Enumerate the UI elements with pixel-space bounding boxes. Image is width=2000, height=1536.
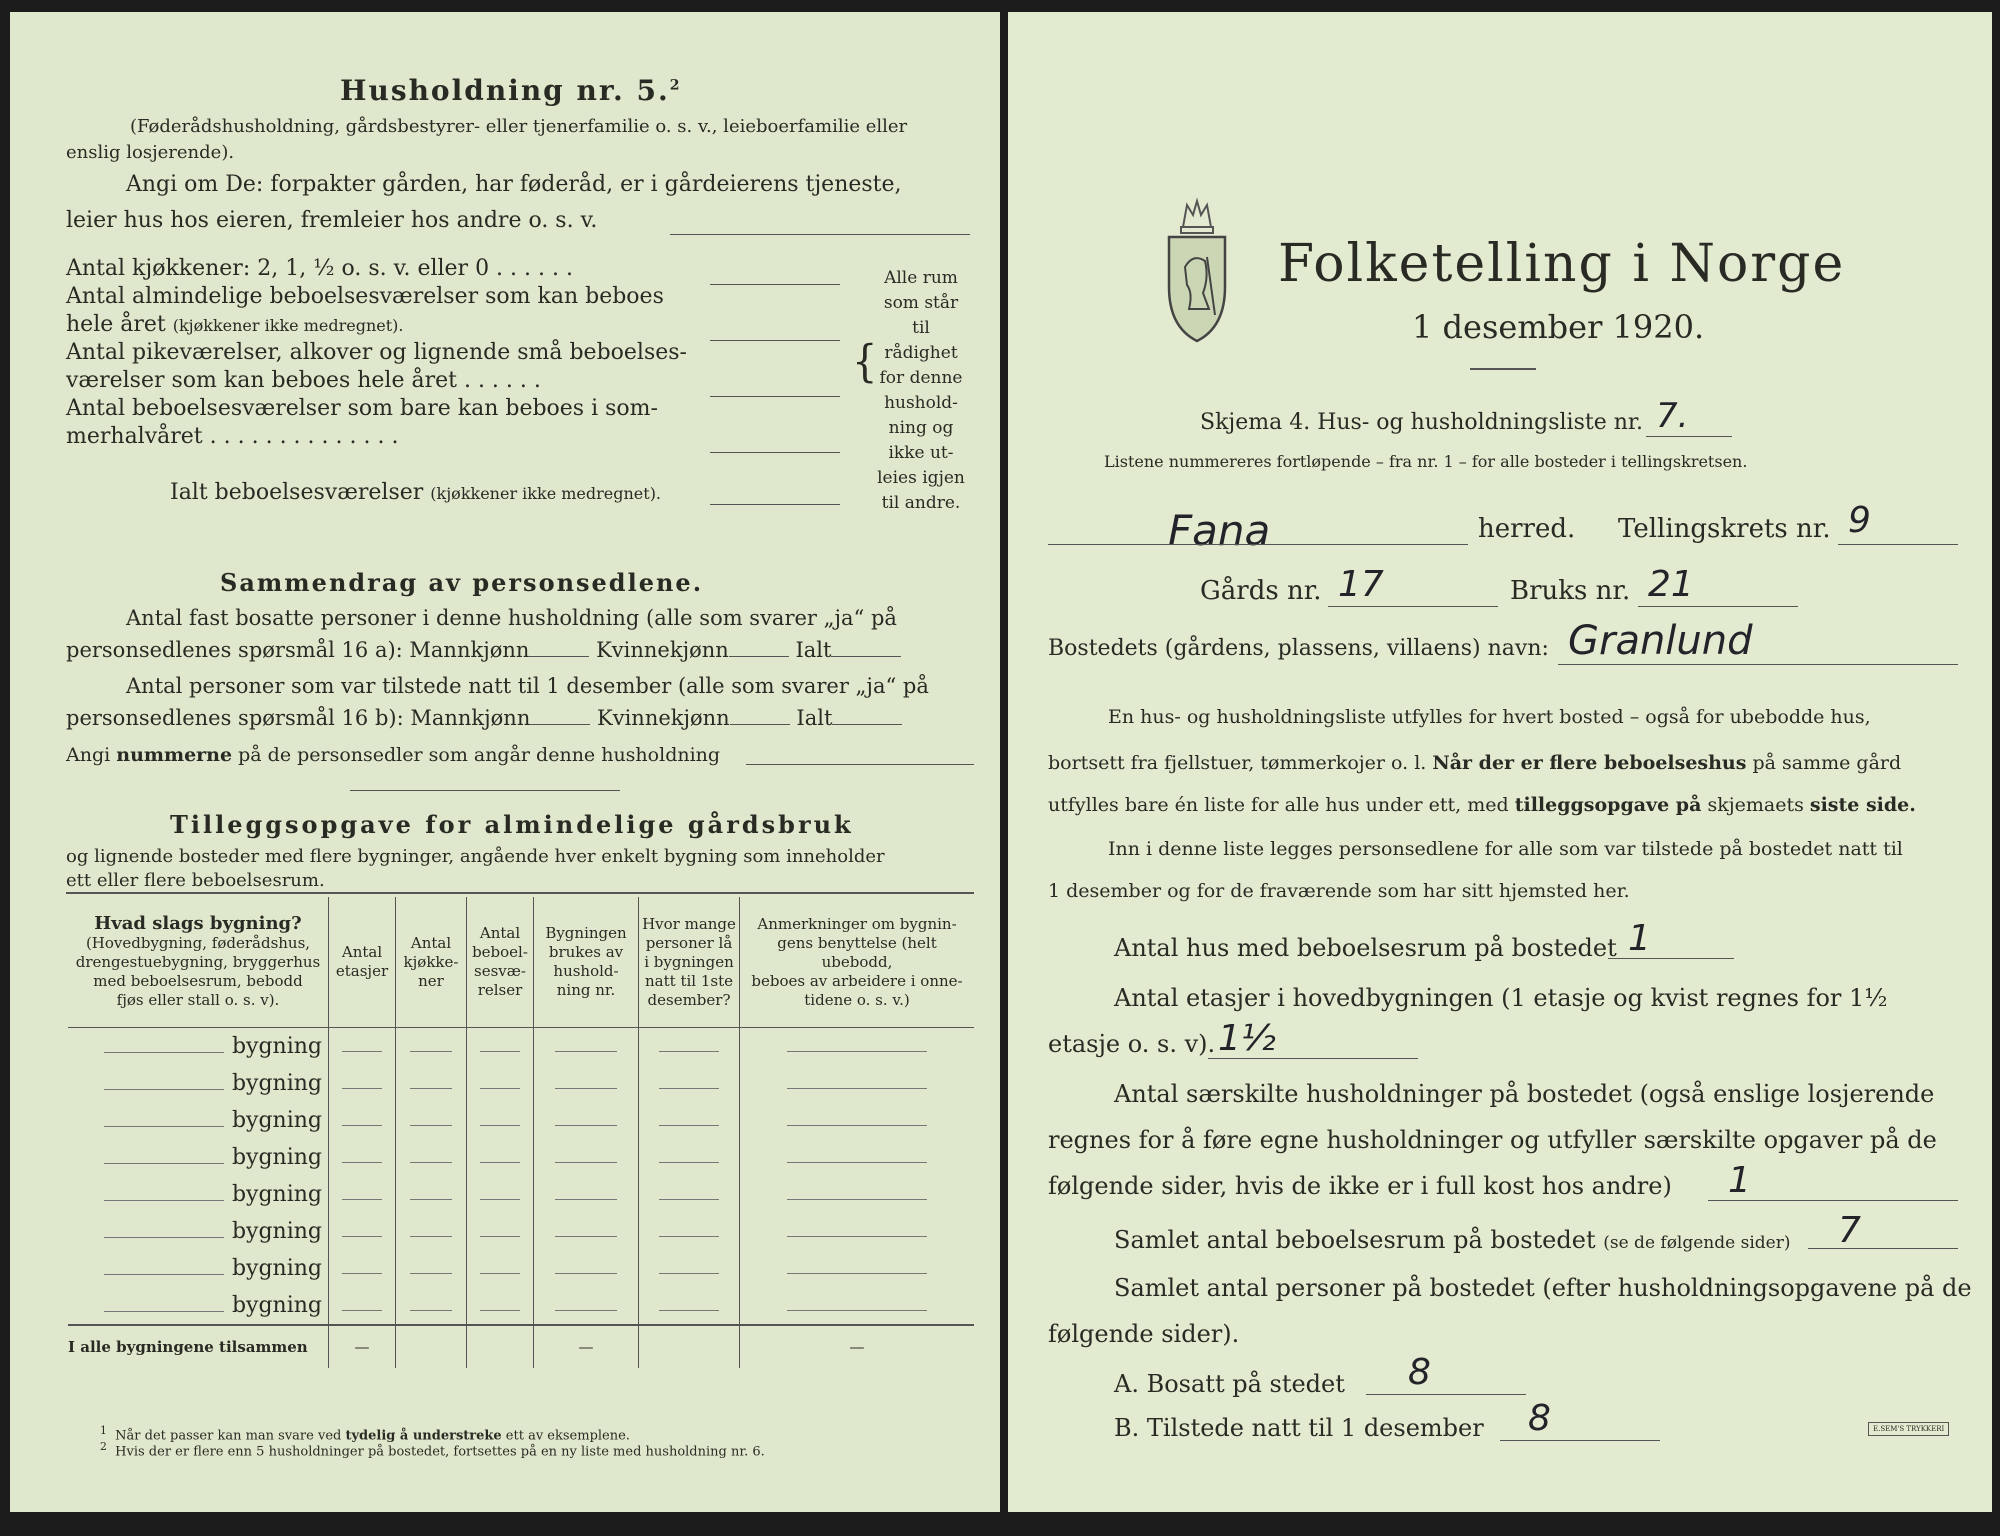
census-date: 1 desember 1920. (1412, 308, 1705, 346)
rooms-kjokken: Antal kjøkkener: 2, 1, ½ o. s. v. eller 0 . . . . . . (66, 256, 573, 281)
husholdninger-value: 1 (1728, 1160, 1751, 1201)
rooms-sommer-2: merhalvåret . . . . . . . . . . . . . . (66, 424, 399, 449)
building-table-header (68, 897, 974, 1028)
building-cell (396, 1102, 467, 1139)
rooms-pike-2: værelser som kan beboes hele året . . . . . . (66, 368, 541, 393)
building-cell (467, 1065, 534, 1102)
col-etasjer: Antal etasjer (329, 897, 396, 1028)
bruks-value: 21 (1648, 564, 1694, 605)
building-cell (396, 1065, 467, 1102)
tellingskrets-value: 9 (1848, 500, 1871, 541)
husholdninger-label-2: regnes for å føre egne husholdninger og utfyller særskilte opgaver på de (1048, 1126, 1937, 1154)
etasjer-label-2: etasje o. s. v). (1048, 1030, 1216, 1058)
left-page: Husholdning nr. 5.$^2$ (Føderådshusholdning, gårdsbestyrer- eller tjenerfamilie o. s. v., leieboerfamilie eller enslig losjerende). Angi om De: forpakter gården, har føderåd, er i gårdeierens tjeneste, leier hus hos eieren, fremleier hos andre o. s. v. Antal kjøkkener: 2, 1, ½ o. s. v. eller 0 . . . . . . Antal almindelige beboelsesværelser som kan beboes hele året (kjøkkener ikke medregnet). Antal pikeværelser, alkover og lignende små beboelses- værelser som kan beboes hele året . . . . . . Antal beboelsesværelser som bare kan beboes i som- merhalvåret . . . . . . . . . . . . . . Ialt beboelsesværelser (kjøkkener ikke medregnet). { Alle rum som står til rådighet for denne hushold- ning og ikke ut- leies igjen til andre. Sammendrag av personsedlene. Antal fast bosatte personer i denne husholdning (alle som svarer „ja“ på personsedlenes spørsmål 16 a): Mannkjønn Kvinnekjønn Ialt Antal personer som var tilstede natt til 1 desember (alle som svarer „ja“ på personsedlenes spørsmål 16 b): Mannkjønn Kvinnekjønn Ialt Angi nummerne på de personsedler som angår denne husholdning Tilleggsopgave for almindelige gårdsbruk og lignende bosteder med flere bygninger, angående hver enkelt bygning som inneholder ett eller flere beboelsesrum. Hvad slags bygning? (Hovedbygning, føderådshus, drengestuebygning, bryggerhus med beboelsesrum, bebodd fjøs eller stall o. s. v). Antal etasjer Antal kjøkke- ner Antal beboel- sesvæ- relser Bygningen brukes av hushold- ning nr. Hvor mange personer lå i bygningen natt til 1ste desember? Anmerkninger om bygnin- gens benyttelse (helt ubebodd, beboes av arbeidere i onne- tidene o. s. v.) bygning bygning bygning bygning bygning bygning bygning bygning I alle bygningene tilsammen — — — $^1$ Når det passer kan man svare ved tydelig å understreke ett av eksemplene. $^2$ Hvis der er flere enn 5 husholdninger på bostedet, fortsettes på en ny liste med husholdning nr. 6. (10, 12, 1000, 1512)
bosatt-value: 8 (1408, 1352, 1431, 1393)
instr-4: Inn i denne liste legges personsedlene for alle som var tilstede på bostedet natt til (1108, 838, 1903, 860)
household-title: Husholdning nr. 5.$^2$ (340, 74, 682, 107)
total-label: I alle bygningene tilsammen (68, 1325, 329, 1368)
building-cell (534, 1213, 639, 1250)
building-row-label: bygning (68, 1213, 329, 1250)
bosted-value: Granlund (1568, 618, 1753, 664)
building-cell (639, 1028, 740, 1066)
side-note: Alle rum som står til rådighet for denne hushold- ning og ikke ut- leies igjen til andre. (877, 268, 965, 513)
building-cell (329, 1028, 396, 1066)
building-row-label: bygning (68, 1287, 329, 1325)
building-table (68, 897, 974, 1368)
building-cell (329, 1102, 396, 1139)
gards-value: 17 (1338, 564, 1384, 605)
sammendrag-4: personsedlenes spørsmål 16 b): Mannkjønn Kvinnekjønn Ialt (66, 706, 902, 730)
samlet-pers-label-2: følgende sider). (1048, 1320, 1240, 1348)
building-cell (396, 1213, 467, 1250)
building-cell (639, 1176, 740, 1213)
building-cell (467, 1287, 534, 1325)
bruks-label: Bruks nr. (1510, 576, 1631, 606)
angi-nummer: Angi nummerne på de personsedler som angår denne husholdning (66, 744, 721, 766)
rooms-line-3 (710, 396, 840, 397)
household-intro-1: (Føderådshusholdning, gårdsbestyrer- eller tjenerfamilie o. s. v., leieboerfamilie eller (130, 116, 908, 137)
building-cell (329, 1287, 396, 1325)
building-cell (740, 1028, 975, 1066)
footnote-1: $^1$ Når det passer kan man svare ved tydelig å understreke ett av eksemplene. (100, 1424, 630, 1444)
rooms-alm-1: Antal almindelige beboelsesværelser som kan beboes (66, 284, 664, 309)
rooms-pike-1: Antal pikeværelser, alkover og lignende små beboelses- (66, 340, 687, 365)
angi-1: Angi om De: forpakter gården, har føderåd, er i gårdeierens tjeneste, (126, 172, 902, 197)
building-cell (740, 1139, 975, 1176)
herred-value: Fana (1168, 506, 1271, 555)
tillegg-title: Tilleggsopgave for almindelige gårdsbruk (170, 810, 854, 839)
instr-2: bortsett fra fjellstuer, tømmerkojer o. l. Når der er flere beboelseshus på samme gård (1048, 752, 1902, 774)
building-row-label: bygning (68, 1176, 329, 1213)
skjema-nr: 7. (1656, 396, 1689, 436)
building-cell (467, 1250, 534, 1287)
antal-hus-value: 1 (1628, 918, 1651, 959)
building-cell (329, 1176, 396, 1213)
sammendrag-1: Antal fast bosatte personer i denne husholdning (alle som svarer „ja“ på (126, 606, 897, 630)
rooms-line-4 (710, 452, 840, 453)
etasjer-label-1: Antal etasjer i hovedbygningen (1 etasje og kvist regnes for 1½ (1114, 984, 1888, 1012)
census-title: Folketelling i Norge (1278, 234, 1846, 294)
building-cell (534, 1065, 639, 1102)
building-cell (740, 1250, 975, 1287)
herred-label: herred. (1478, 514, 1576, 544)
col-beboelsesvaerelser: Antal beboel- sesvæ- relser (467, 897, 534, 1028)
building-row-label: bygning (68, 1250, 329, 1287)
tellingskrets-label: Tellingskrets nr. (1618, 514, 1831, 544)
building-cell (534, 1250, 639, 1287)
col-personer: Hvor mange personer lå i bygningen natt til 1ste desember? (639, 897, 740, 1028)
building-row (68, 1213, 974, 1250)
building-row (68, 1102, 974, 1139)
samlet-rum-label: Samlet antal beboelsesrum på bostedet (se de følgende sider) (1114, 1226, 1791, 1254)
building-cell (639, 1250, 740, 1287)
right-page (1008, 12, 1992, 1512)
building-cell (639, 1287, 740, 1325)
ialt-rooms-line (710, 504, 840, 505)
building-row (68, 1065, 974, 1102)
building-cell (740, 1176, 975, 1213)
building-row (68, 1250, 974, 1287)
tilstede-value: 8 (1528, 1398, 1551, 1439)
building-cell (740, 1102, 975, 1139)
rooms-sommer-1: Antal beboelsesværelser som bare kan beboes i som- (66, 396, 658, 421)
instr-3: utfylles bare én liste for alle hus under ett, med tilleggsopgave på skjemaets siste side. (1048, 794, 1916, 816)
total-row: I alle bygningene tilsammen — — — (68, 1325, 974, 1368)
building-cell (467, 1139, 534, 1176)
building-cell (467, 1028, 534, 1066)
etasjer-value: 1½ (1218, 1018, 1276, 1059)
building-row (68, 1028, 974, 1066)
samlet-rum-value: 7 (1838, 1210, 1861, 1251)
antal-hus-label: Antal hus med beboelsesrum på bostedet (1114, 934, 1617, 962)
angi-answer-line (670, 234, 970, 235)
building-cell (639, 1213, 740, 1250)
printer-stamp: E.SEM'S TRYKKERI (1868, 1422, 1949, 1436)
building-cell (740, 1287, 975, 1325)
rooms-alm-2: hele året (kjøkkener ikke medregnet). (66, 312, 404, 337)
tillegg-text-1: og lignende bosteder med flere bygninger, angående hver enkelt bygning som inneholder (66, 846, 885, 867)
tilstede-label: B. Tilstede natt til 1 desember (1114, 1414, 1484, 1442)
husholdninger-label-3: følgende sider, hvis de ikke er i full kost hos andre) (1048, 1172, 1672, 1200)
building-row (68, 1139, 974, 1176)
listene-text: Listene nummereres fortløpende – fra nr. 1 – for alle bosteder i tellingskretsen. (1104, 452, 1748, 471)
building-cell (534, 1287, 639, 1325)
bosted-label: Bostedets (gårdens, plassens, villaens) navn: (1048, 636, 1549, 661)
building-cell (396, 1250, 467, 1287)
gards-label: Gårds nr. (1200, 576, 1322, 606)
ialt-rooms: Ialt beboelsesværelser (kjøkkener ikke medregnet). (170, 480, 662, 505)
building-cell (534, 1028, 639, 1066)
building-row-label: bygning (68, 1102, 329, 1139)
building-cell (467, 1213, 534, 1250)
building-cell (396, 1139, 467, 1176)
tillegg-text-2: ett eller flere beboelsesrum. (66, 870, 325, 891)
husholdninger-label-1: Antal særskilte husholdninger på bostedet (også enslige losjerende (1114, 1080, 1935, 1108)
bosatt-label: A. Bosatt på stedet (1114, 1370, 1345, 1398)
sammendrag-title: Sammendrag av personsedlene. (220, 568, 704, 597)
col-kjokkener: Antal kjøkke- ner (396, 897, 467, 1028)
building-cell (329, 1065, 396, 1102)
col-husholdning: Bygningen brukes av hushold- ning nr. (534, 897, 639, 1028)
building-row-label: bygning (68, 1028, 329, 1066)
building-cell (329, 1250, 396, 1287)
rooms-line-2 (710, 340, 840, 341)
building-cell (740, 1213, 975, 1250)
household-intro-2: enslig losjerende). (66, 142, 235, 163)
samlet-pers-label-1: Samlet antal personer på bostedet (efter husholdningsopgavene på de (1114, 1274, 1972, 1302)
angi-2: leier hus hos eieren, fremleier hos andre o. s. v. (66, 208, 598, 233)
col-anmerkninger: Anmerkninger om bygnin- gens benyttelse (helt ubebodd, beboes av arbeidere i onne- tidene o. s. v.) (740, 897, 975, 1028)
building-cell (396, 1287, 467, 1325)
building-row (68, 1287, 974, 1325)
instr-5: 1 desember og for de fraværende som har sitt hjemsted her. (1048, 880, 1630, 902)
building-cell (534, 1176, 639, 1213)
footnote-2: $^2$ Hvis der er flere enn 5 husholdninger på bostedet, fortsettes på en ny liste med husholdning nr. 6. (100, 1440, 765, 1460)
building-cell (467, 1176, 534, 1213)
building-cell (329, 1139, 396, 1176)
rooms-line-1 (710, 284, 840, 285)
building-row-label: bygning (68, 1139, 329, 1176)
building-cell (396, 1176, 467, 1213)
building-cell (329, 1213, 396, 1250)
building-row-label: bygning (68, 1065, 329, 1102)
building-cell (396, 1028, 467, 1066)
building-cell (467, 1102, 534, 1139)
building-cell (639, 1102, 740, 1139)
building-cell (534, 1139, 639, 1176)
sammendrag-2: personsedlenes spørsmål 16 a): Mannkjønn Kvinnekjønn Ialt (66, 638, 901, 662)
col-bygning: Hvad slags bygning? (Hovedbygning, føderådshus, drengestuebygning, bryggerhus med beboelsesrum, bebodd fjøs eller stall o. s. v). (68, 897, 329, 1028)
sammendrag-3: Antal personer som var tilstede natt til 1 desember (alle som svarer „ja“ på (126, 674, 929, 698)
coat-of-arms-icon (1163, 197, 1231, 347)
instr-1: En hus- og husholdningsliste utfylles for hvert bosted – også for ubebodde hus, (1108, 706, 1871, 728)
building-cell (534, 1102, 639, 1139)
building-cell (639, 1139, 740, 1176)
building-row (68, 1176, 974, 1213)
angi-nummer-line (746, 764, 974, 765)
building-cell (740, 1065, 975, 1102)
skjema-label: Skjema 4. Hus- og husholdningsliste nr. (1200, 410, 1643, 435)
building-cell (639, 1065, 740, 1102)
